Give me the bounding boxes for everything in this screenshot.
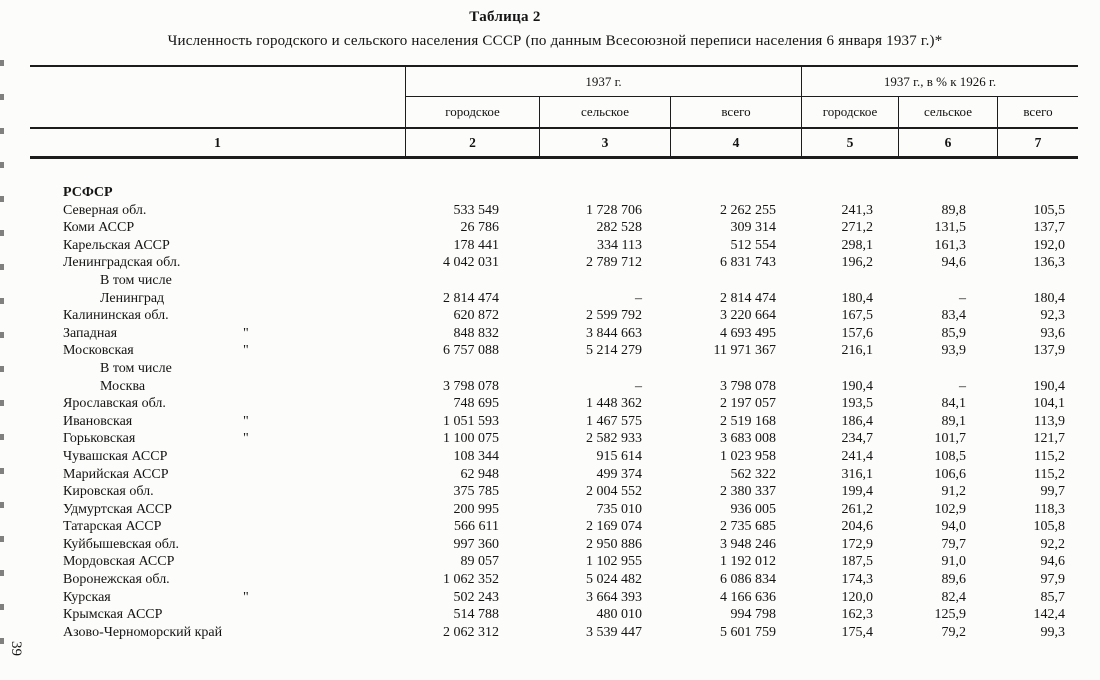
value-cell: 216,1 [841, 343, 873, 359]
value-cell: 1 448 362 [586, 396, 642, 412]
value-cell: 180,4 [1033, 290, 1065, 306]
value-cell: 102,9 [934, 501, 966, 517]
column-number-3: 3 [539, 129, 670, 156]
table-title: Таблица 2 [469, 9, 541, 25]
value-cell: 241,3 [841, 202, 873, 218]
value-cell: 157,6 [841, 325, 873, 341]
value-cell: 89 057 [460, 554, 499, 570]
value-cell: 4 166 636 [720, 589, 776, 605]
value-cell: 89,1 [941, 413, 966, 429]
subheader-rural-pct: сельское [898, 97, 997, 127]
value-cell: 480 010 [596, 607, 642, 623]
value-cell: – [635, 378, 642, 394]
value-cell: 2 814 474 [720, 290, 776, 306]
region-name: Ленинград [100, 290, 165, 306]
region-name: Азово-Черноморский край [63, 624, 223, 640]
table-row [30, 571, 1078, 589]
value-cell [405, 360, 539, 378]
table-row [30, 589, 1078, 607]
value-cell: 180,4 [841, 290, 873, 306]
region-name: Западная " [63, 325, 249, 341]
table-subtitle: Численность городского и сельского населения СССР (по данным Всесоюзной переписи населения 6 января 1937 г.)* [167, 33, 943, 49]
region-name: Калининская обл. [63, 308, 169, 324]
value-cell: 375 785 [453, 484, 499, 500]
value-cell: 6 757 088 [443, 343, 499, 359]
value-cell: 2 599 792 [586, 308, 642, 324]
value-cell: 3 844 663 [586, 325, 642, 341]
value-cell: 94,0 [941, 519, 966, 535]
column-number-4: 4 [670, 129, 801, 156]
column-number-7: 7 [997, 129, 1078, 156]
ditto-mark: " [243, 343, 249, 359]
page-number: 39 [8, 641, 24, 656]
value-cell: 125,9 [934, 607, 966, 623]
value-cell: 261,2 [841, 501, 873, 517]
table-row [30, 536, 1078, 554]
value-cell: 85,7 [1040, 589, 1065, 605]
value-cell [539, 360, 670, 378]
value-cell: 174,3 [841, 572, 873, 588]
table-row [30, 483, 1078, 501]
value-cell: 193,5 [841, 396, 873, 412]
value-cell [539, 272, 670, 290]
column-number-6: 6 [898, 129, 997, 156]
value-cell: 200 995 [453, 501, 499, 517]
value-cell [670, 272, 801, 290]
value-cell: 82,4 [941, 589, 966, 605]
value-cell: 11 971 367 [713, 343, 776, 359]
value-cell: 84,1 [941, 396, 966, 412]
group-header-percent-1926: 1937 г., в % к 1926 г. [801, 67, 1078, 97]
ditto-mark: " [243, 325, 249, 341]
population-table [30, 65, 1078, 641]
value-cell: 1 102 955 [586, 554, 642, 570]
value-cell: 2 519 168 [720, 413, 776, 429]
table-row [30, 466, 1078, 484]
value-cell: 6 831 743 [720, 255, 776, 271]
value-cell: 5 024 482 [586, 572, 642, 588]
table-row [30, 378, 1078, 396]
value-cell: 4 042 031 [443, 255, 499, 271]
value-cell [670, 184, 801, 202]
region-name: Курская " [63, 589, 249, 605]
value-cell: 190,4 [841, 378, 873, 394]
value-cell: 499 374 [596, 466, 642, 482]
region-name: Марийская АССР [63, 466, 169, 482]
value-cell: 85,9 [941, 325, 966, 341]
value-cell: 186,4 [841, 413, 873, 429]
value-cell: 106,6 [934, 466, 966, 482]
value-cell [898, 184, 997, 202]
ditto-mark: " [243, 413, 249, 429]
value-cell: 196,2 [841, 255, 873, 271]
region-name: Московская " [63, 343, 249, 359]
value-cell: 175,4 [841, 624, 873, 640]
region-name: Карельская АССР [63, 237, 170, 253]
value-cell: 316,1 [841, 466, 873, 482]
value-cell: 3 798 078 [720, 378, 776, 394]
table-row [30, 272, 1078, 290]
table-body [30, 184, 1078, 641]
value-cell: 136,3 [1033, 255, 1065, 271]
region-name: Москва [100, 378, 146, 394]
value-cell [898, 360, 997, 378]
value-cell: 97,9 [1040, 572, 1065, 588]
table-row [30, 202, 1078, 220]
ditto-mark: " [243, 431, 249, 447]
value-cell: 104,1 [1033, 396, 1065, 412]
value-cell: 735 010 [596, 501, 642, 517]
value-cell: 89,6 [941, 572, 966, 588]
value-cell: 121,7 [1033, 431, 1065, 447]
value-cell: 3 664 393 [586, 589, 642, 605]
value-cell: 1 062 352 [443, 572, 499, 588]
value-cell: 271,2 [841, 220, 873, 236]
value-cell: 2 062 312 [443, 624, 499, 640]
value-cell: 2 789 712 [586, 255, 642, 271]
value-cell: 162,3 [841, 607, 873, 623]
value-cell: 6 086 834 [720, 572, 776, 588]
value-cell: 178 441 [453, 237, 499, 253]
value-cell: 502 243 [453, 589, 499, 605]
value-cell: 89,8 [941, 202, 966, 218]
value-cell: 533 549 [453, 202, 499, 218]
region-name: Кировская обл. [63, 484, 154, 500]
region-name: Куйбышевская обл. [63, 536, 180, 552]
value-cell: 1 467 575 [586, 413, 642, 429]
region-name: В том числе [100, 272, 172, 288]
value-cell: 282 528 [596, 220, 642, 236]
value-cell: 142,4 [1033, 607, 1065, 623]
value-cell: 566 611 [454, 519, 499, 535]
value-cell: 915 614 [596, 448, 642, 464]
value-cell: 192,0 [1033, 237, 1065, 253]
value-cell: 562 322 [730, 466, 776, 482]
value-cell: 131,5 [934, 220, 966, 236]
value-cell: 79,7 [941, 536, 966, 552]
value-cell: – [959, 378, 966, 394]
subheader-total-abs: всего [670, 97, 801, 127]
value-cell: – [959, 290, 966, 306]
value-cell: 3 220 664 [720, 308, 776, 324]
value-cell: 2 197 057 [720, 396, 776, 412]
value-cell: 167,5 [841, 308, 873, 324]
table-row [30, 325, 1078, 343]
value-cell: 83,4 [941, 308, 966, 324]
value-cell: 241,4 [841, 448, 873, 464]
region-name: Чувашская АССР [63, 448, 168, 464]
value-cell: 190,4 [1033, 378, 1065, 394]
value-cell: 620 872 [453, 308, 499, 324]
table-row [30, 501, 1078, 519]
value-cell: 93,9 [941, 343, 966, 359]
value-cell: 92,3 [1040, 308, 1065, 324]
value-cell: 1 192 012 [720, 554, 776, 570]
region-name: Крымская АССР [63, 607, 163, 623]
group-header-1937: 1937 г. [405, 67, 801, 97]
value-cell: 309 314 [730, 220, 776, 236]
column-number-2: 2 [405, 129, 539, 156]
value-cell: 1 051 593 [443, 413, 499, 429]
value-cell: 115,2 [1034, 448, 1065, 464]
value-cell: 137,9 [1033, 343, 1065, 359]
sub-header-row [30, 97, 1078, 129]
value-cell [670, 360, 801, 378]
value-cell: 994 798 [730, 607, 776, 623]
value-cell: 1 023 958 [720, 448, 776, 464]
value-cell: 2 169 074 [586, 519, 642, 535]
table-row [30, 413, 1078, 431]
region-name: Ярославская обл. [63, 396, 166, 412]
scan-binding-artifact [0, 60, 4, 660]
value-cell: 2 950 886 [586, 536, 642, 552]
column-number-row [30, 129, 1078, 156]
value-cell [801, 184, 898, 202]
table-row [30, 184, 1078, 202]
region-name: Коми АССР [63, 220, 135, 236]
value-cell: 2 004 552 [586, 484, 642, 500]
table-row [30, 395, 1078, 413]
value-cell: 2 735 685 [720, 519, 776, 535]
value-cell: 113,9 [1034, 413, 1065, 429]
region-header-blank [30, 67, 405, 97]
value-cell: 204,6 [841, 519, 873, 535]
value-cell: 187,5 [841, 554, 873, 570]
value-cell: 120,0 [841, 589, 873, 605]
table-row [30, 553, 1078, 571]
value-cell: 848 832 [453, 325, 499, 341]
subheader-urban-abs: городское [405, 97, 539, 127]
region-name: Удмуртская АССР [63, 501, 172, 517]
table-row [30, 342, 1078, 360]
value-cell: 99,3 [1040, 624, 1065, 640]
value-cell: 3 948 246 [720, 536, 776, 552]
value-cell: 199,4 [841, 484, 873, 500]
value-cell [801, 272, 898, 290]
value-cell: 2 380 337 [720, 484, 776, 500]
region-name: Воронежская обл. [63, 572, 170, 588]
region-name: РСФСР [63, 185, 113, 200]
value-cell: 108,5 [934, 448, 966, 464]
value-cell: 5 601 759 [720, 624, 776, 640]
table-header [30, 65, 1078, 159]
value-cell: 3 798 078 [443, 378, 499, 394]
value-cell [405, 272, 539, 290]
value-cell [997, 272, 1078, 290]
value-cell: 2 814 474 [443, 290, 499, 306]
value-cell: 334 113 [597, 237, 642, 253]
region-name: Горьковская " [63, 431, 249, 447]
table-row [30, 237, 1078, 255]
table-row [30, 518, 1078, 536]
value-cell [801, 360, 898, 378]
value-cell: 4 693 495 [720, 325, 776, 341]
value-cell: 118,3 [1034, 501, 1065, 517]
value-cell: 137,7 [1033, 220, 1065, 236]
value-cell: 5 214 279 [586, 343, 642, 359]
value-cell: 234,7 [841, 431, 873, 447]
table-row [30, 290, 1078, 308]
value-cell [898, 272, 997, 290]
table-row [30, 624, 1078, 642]
value-cell: 79,2 [941, 624, 966, 640]
table-row [30, 307, 1078, 325]
column-number-1: 1 [214, 134, 221, 150]
value-cell: 91,0 [941, 554, 966, 570]
value-cell: 94,6 [1040, 554, 1065, 570]
value-cell: 92,2 [1040, 536, 1065, 552]
value-cell: 26 786 [460, 220, 499, 236]
value-cell: 1 728 706 [586, 202, 642, 218]
region-name: Ленинградская обл. [63, 255, 181, 271]
value-cell [405, 184, 539, 202]
column-number-5: 5 [801, 129, 898, 156]
region-name: Мордовская АССР [63, 554, 175, 570]
region-name: Северная обл. [63, 202, 147, 218]
value-cell: – [635, 290, 642, 306]
value-cell: 3 683 008 [720, 431, 776, 447]
subheader-urban-pct: городское [801, 97, 898, 127]
value-cell: 115,2 [1034, 466, 1065, 482]
value-cell [997, 184, 1078, 202]
value-cell: 91,2 [941, 484, 966, 500]
value-cell: 298,1 [841, 237, 873, 253]
value-cell: 2 262 255 [720, 202, 776, 218]
value-cell: 512 554 [730, 237, 776, 253]
value-cell: 94,6 [941, 255, 966, 271]
value-cell: 748 695 [453, 396, 499, 412]
value-cell [539, 184, 670, 202]
table-row [30, 448, 1078, 466]
value-cell: 3 539 447 [586, 624, 642, 640]
value-cell: 1 100 075 [443, 431, 499, 447]
table-row [30, 430, 1078, 448]
subheader-rural-abs: сельское [539, 97, 670, 127]
value-cell: 105,5 [1033, 202, 1065, 218]
value-cell: 101,7 [934, 431, 966, 447]
value-cell: 62 948 [460, 466, 499, 482]
value-cell: 936 005 [730, 501, 776, 517]
value-cell: 997 360 [453, 536, 499, 552]
value-cell: 161,3 [934, 237, 966, 253]
region-name: Ивановская " [63, 413, 249, 429]
subheader-total-pct: всего [997, 97, 1078, 127]
value-cell: 105,8 [1033, 519, 1065, 535]
table-row [30, 360, 1078, 378]
group-header-row [30, 67, 1078, 97]
value-cell: 93,6 [1040, 325, 1065, 341]
ditto-mark: " [243, 589, 249, 605]
table-row [30, 606, 1078, 624]
value-cell: 108 344 [453, 448, 499, 464]
table-row [30, 219, 1078, 237]
value-cell: 514 788 [453, 607, 499, 623]
value-cell: 2 582 933 [586, 431, 642, 447]
region-name: В том числе [100, 360, 172, 376]
value-cell: 99,7 [1040, 484, 1065, 500]
table-row [30, 254, 1078, 272]
region-subheader-blank [30, 97, 405, 127]
value-cell: 172,9 [841, 536, 873, 552]
value-cell [997, 360, 1078, 378]
region-name: Татарская АССР [63, 519, 162, 535]
